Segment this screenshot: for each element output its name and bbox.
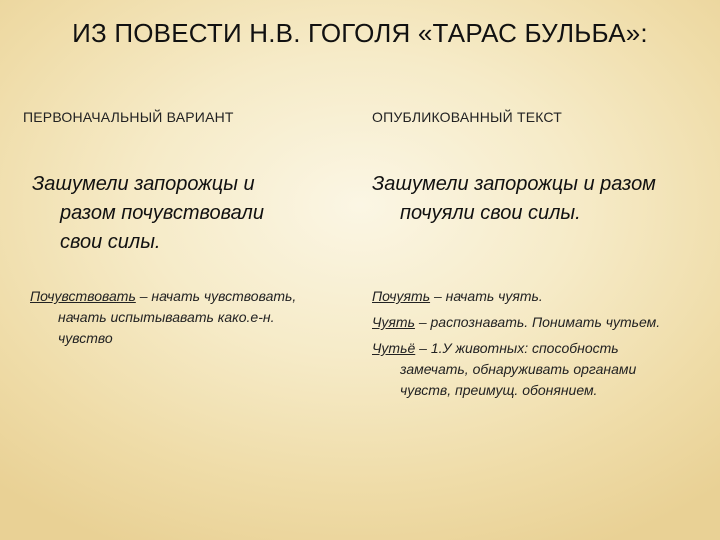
definition-entry — [372, 338, 707, 401]
definition-line — [30, 286, 350, 307]
definition-line: замечать, обнаруживать органами — [400, 361, 637, 377]
definition-text: – распознавать. Понимать чутьем. — [414, 314, 661, 330]
definition-text: – начать чувствовать, — [135, 288, 297, 304]
quote-line: свои силы. — [60, 231, 161, 253]
definition-line: чувство — [58, 330, 113, 346]
definition-text: – 1.У животных: способность — [415, 340, 619, 356]
definition-line — [372, 312, 707, 333]
definition-term: Почувствовать — [30, 288, 136, 304]
definition-entry — [372, 312, 707, 333]
left-column-header: ПЕРВОНАЧАЛЬНЫЙ ВАРИАНТ — [23, 109, 234, 125]
quote-line: Зашумели запорожцы и разом — [372, 173, 656, 195]
published-quote — [372, 170, 707, 228]
definition-term: Чуять — [372, 314, 415, 330]
right-column-header: ОПУБЛИКОВАННЫЙ ТЕКСТ — [372, 109, 563, 125]
definition-line: чувств, преимущ. обонянием. — [400, 382, 598, 398]
slide-title: ИЗ ПОВЕСТИ Н.В. ГОГОЛЯ «ТАРАС БУЛЬБА»: — [72, 18, 648, 48]
published-definitions — [372, 286, 707, 406]
definition-line — [372, 286, 707, 307]
original-definition — [30, 286, 350, 349]
quote-line: Зашумели запорожцы и — [32, 173, 255, 195]
quote-line: почуяли свои силы. — [400, 202, 581, 224]
definition-term: Почуять — [372, 288, 431, 304]
quote-line: разом почувствовали — [60, 202, 264, 224]
definition-text: – начать чуять. — [430, 288, 543, 304]
definition-line: начать испытывавать како.е-н. — [58, 309, 275, 325]
original-quote — [32, 170, 332, 257]
definition-term: Чутьё — [372, 340, 416, 356]
definition-line — [372, 338, 707, 359]
definition-entry — [372, 286, 707, 307]
